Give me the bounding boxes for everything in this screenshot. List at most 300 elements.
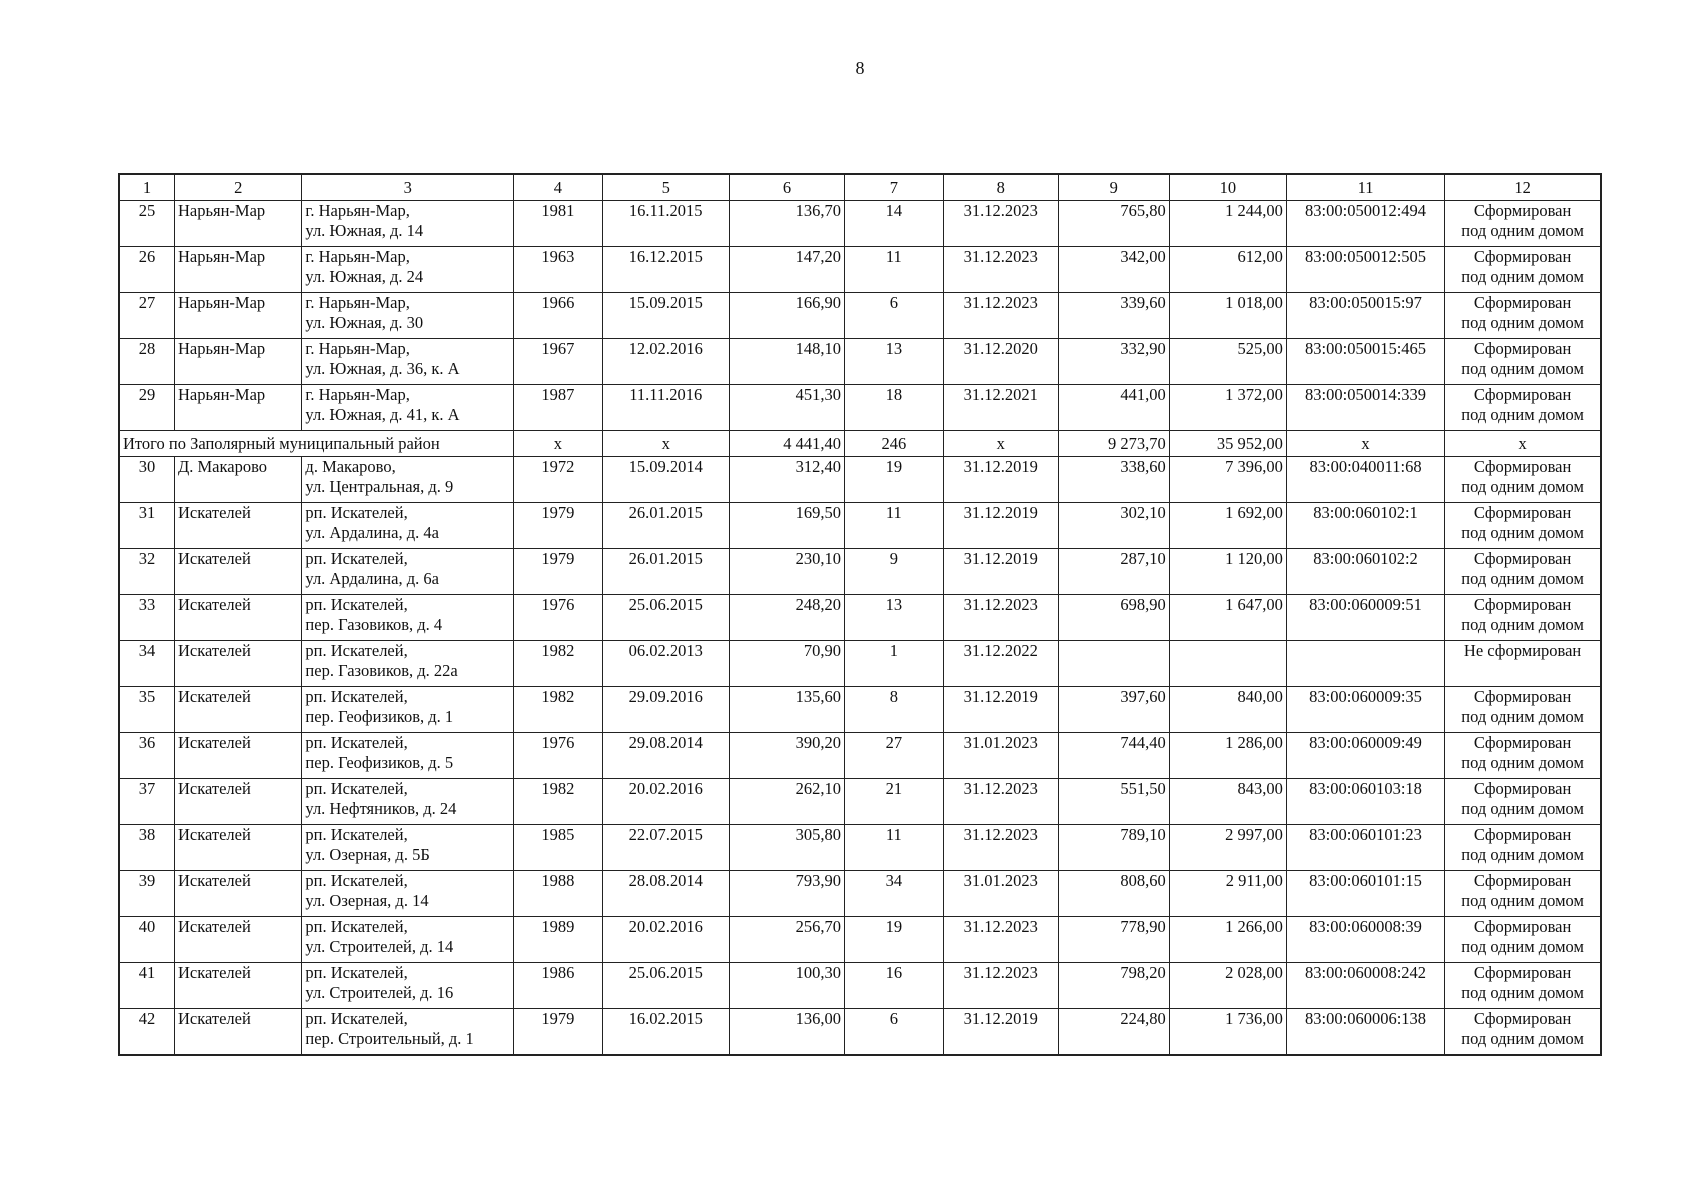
status-line-2: под одним домом [1461, 799, 1584, 818]
table-row [119, 457, 1601, 503]
settlement: Нарьян-Мар [174, 385, 301, 431]
row-number: 31 [119, 503, 174, 549]
settlement: Искателей [174, 825, 301, 871]
address [302, 595, 514, 641]
recognition-date: 06.02.2013 [602, 641, 729, 687]
address-locality: рп. Искателей, [305, 549, 408, 568]
year-built: 1982 [514, 687, 602, 733]
year-built: 1986 [514, 963, 602, 1009]
status-line-2: под одним домом [1461, 267, 1584, 286]
row-number: 39 [119, 871, 174, 917]
column-number-header: 5 [602, 174, 729, 201]
resettlement-deadline: 31.12.2023 [943, 247, 1058, 293]
living-area: 169,50 [729, 503, 844, 549]
address [302, 963, 514, 1009]
residents-count: 11 [845, 247, 944, 293]
status-line-2: под одним домом [1461, 845, 1584, 864]
column-number-header: 8 [943, 174, 1058, 201]
row-number: 37 [119, 779, 174, 825]
column-number-header: 1 [119, 174, 174, 201]
cadastral-number: 83:00:050015:465 [1286, 339, 1444, 385]
address-street: ул. Строителей, д. 16 [305, 983, 454, 1002]
table-row [119, 201, 1601, 247]
cadastral-number: 83:00:060009:49 [1286, 733, 1444, 779]
address-street: пер. Геофизиков, д. 5 [305, 753, 454, 772]
land-plot-area: 1 647,00 [1169, 595, 1286, 641]
cadastral-number: 83:00:060008:39 [1286, 917, 1444, 963]
land-plot-area: 1 692,00 [1169, 503, 1286, 549]
subtotal-area: 4 441,40 [729, 431, 844, 457]
year-built: 1988 [514, 871, 602, 917]
row-number: 26 [119, 247, 174, 293]
status-line-1: Сформирован [1473, 825, 1572, 844]
recognition-date: 16.11.2015 [602, 201, 729, 247]
column-number-header: 9 [1058, 174, 1169, 201]
address-street: ул. Ардалина, д. 4а [305, 523, 439, 542]
table-row [119, 917, 1601, 963]
living-area: 256,70 [729, 917, 844, 963]
land-plot-area: 1 120,00 [1169, 549, 1286, 595]
recognition-date: 16.12.2015 [602, 247, 729, 293]
land-plot-status [1445, 457, 1601, 503]
living-area: 100,30 [729, 963, 844, 1009]
table-row [119, 1009, 1601, 1056]
address-street: ул. Строителей, д. 14 [305, 937, 454, 956]
address-locality: г. Нарьян-Мар, [305, 385, 410, 404]
address [302, 871, 514, 917]
address-locality: рп. Искателей, [305, 1009, 408, 1028]
land-plot-area: 612,00 [1169, 247, 1286, 293]
cadastral-number: 83:00:040011:68 [1286, 457, 1444, 503]
status-line-2: под одним домом [1461, 405, 1584, 424]
settlement: Нарьян-Мар [174, 247, 301, 293]
living-area: 262,10 [729, 779, 844, 825]
settlement: Искателей [174, 1009, 301, 1056]
table-row [119, 641, 1601, 687]
address [302, 247, 514, 293]
status-line-2: под одним домом [1461, 891, 1584, 910]
subtotal-date: x [602, 431, 729, 457]
column-number-header: 10 [1169, 174, 1286, 201]
address-street: ул. Озерная, д. 5Б [305, 845, 430, 864]
recognition-date: 28.08.2014 [602, 871, 729, 917]
resettlement-deadline: 31.12.2019 [943, 1009, 1058, 1056]
residents-count: 13 [845, 595, 944, 641]
year-built: 1966 [514, 293, 602, 339]
status-line-1: Сформирован [1473, 201, 1572, 220]
settlement: Искателей [174, 549, 301, 595]
address [302, 779, 514, 825]
subtotal-cadastral: x [1286, 431, 1444, 457]
status-line-2: под одним домом [1461, 569, 1584, 588]
living-area: 135,60 [729, 687, 844, 733]
cadastral-number: 83:00:060006:138 [1286, 1009, 1444, 1056]
row-number: 40 [119, 917, 174, 963]
status-line-1: Сформирован [1473, 963, 1572, 982]
table-row [119, 825, 1601, 871]
address-locality: рп. Искателей, [305, 917, 408, 936]
resettlement-deadline: 31.12.2023 [943, 201, 1058, 247]
residents-count: 13 [845, 339, 944, 385]
address [302, 1009, 514, 1056]
row-number: 35 [119, 687, 174, 733]
residents-count: 21 [845, 779, 944, 825]
living-area: 451,30 [729, 385, 844, 431]
cadastral-number: 83:00:060101:15 [1286, 871, 1444, 917]
building-area: 778,90 [1058, 917, 1169, 963]
building-area: 397,60 [1058, 687, 1169, 733]
building-area: 287,10 [1058, 549, 1169, 595]
settlement: Нарьян-Мар [174, 201, 301, 247]
settlement: Искателей [174, 733, 301, 779]
living-area: 305,80 [729, 825, 844, 871]
recognition-date: 25.06.2015 [602, 963, 729, 1009]
building-area [1058, 641, 1169, 687]
cadastral-number: 83:00:060102:2 [1286, 549, 1444, 595]
settlement: Д. Макарово [174, 457, 301, 503]
living-area: 390,20 [729, 733, 844, 779]
year-built: 1982 [514, 641, 602, 687]
resettlement-deadline: 31.12.2020 [943, 339, 1058, 385]
table-row [119, 963, 1601, 1009]
status-line-1: Сформирован [1473, 385, 1572, 404]
address-street: пер. Газовиков, д. 4 [305, 615, 443, 634]
address-locality: г. Нарьян-Мар, [305, 339, 410, 358]
building-area: 441,00 [1058, 385, 1169, 431]
cadastral-number: 83:00:050014:339 [1286, 385, 1444, 431]
subtotal-status: x [1445, 431, 1601, 457]
cadastral-number: 83:00:060009:51 [1286, 595, 1444, 641]
address-locality: рп. Искателей, [305, 871, 408, 890]
address-locality: рп. Искателей, [305, 595, 408, 614]
land-plot-status [1445, 1009, 1601, 1056]
year-built: 1985 [514, 825, 602, 871]
year-built: 1979 [514, 549, 602, 595]
row-number: 42 [119, 1009, 174, 1056]
row-number: 29 [119, 385, 174, 431]
settlement: Нарьян-Мар [174, 293, 301, 339]
land-plot-status [1445, 595, 1601, 641]
address-street: ул. Озерная, д. 14 [305, 891, 429, 910]
year-built: 1976 [514, 733, 602, 779]
settlement: Искателей [174, 687, 301, 733]
status-line-1: Сформирован [1473, 1009, 1572, 1028]
status-line-1: Сформирован [1473, 503, 1572, 522]
address [302, 503, 514, 549]
status-line-2: под одним домом [1461, 221, 1584, 240]
building-area: 698,90 [1058, 595, 1169, 641]
subtotal-row [119, 431, 1601, 457]
building-area: 808,60 [1058, 871, 1169, 917]
address-locality: г. Нарьян-Мар, [305, 201, 410, 220]
land-plot-status [1445, 339, 1601, 385]
column-number-header: 3 [302, 174, 514, 201]
settlement: Искателей [174, 963, 301, 1009]
address [302, 549, 514, 595]
status-line-1: Сформирован [1473, 457, 1572, 476]
row-number: 28 [119, 339, 174, 385]
status-line-2: под одним домом [1461, 983, 1584, 1002]
living-area: 136,00 [729, 1009, 844, 1056]
residents-count: 34 [845, 871, 944, 917]
cadastral-number: 83:00:060102:1 [1286, 503, 1444, 549]
row-number: 27 [119, 293, 174, 339]
land-plot-status [1445, 871, 1601, 917]
land-plot-status [1445, 385, 1601, 431]
resettlement-deadline: 31.12.2019 [943, 549, 1058, 595]
table-row [119, 549, 1601, 595]
table-row [119, 339, 1601, 385]
land-plot-area: 843,00 [1169, 779, 1286, 825]
table-row [119, 503, 1601, 549]
resettlement-deadline: 31.12.2021 [943, 385, 1058, 431]
status-line-1: Сформирован [1473, 871, 1572, 890]
table-row [119, 385, 1601, 431]
living-area: 166,90 [729, 293, 844, 339]
status-line-1: Сформирован [1473, 339, 1572, 358]
living-area: 148,10 [729, 339, 844, 385]
address-locality: рп. Искателей, [305, 825, 408, 844]
column-number-header-row [119, 174, 1601, 201]
land-plot-area: 2 028,00 [1169, 963, 1286, 1009]
resettlement-deadline: 31.12.2019 [943, 687, 1058, 733]
table-row [119, 871, 1601, 917]
recognition-date: 15.09.2015 [602, 293, 729, 339]
table-row [119, 687, 1601, 733]
status-line-2: под одним домом [1461, 707, 1584, 726]
land-plot-area: 1 286,00 [1169, 733, 1286, 779]
address-locality: рп. Искателей, [305, 641, 408, 660]
building-area: 744,40 [1058, 733, 1169, 779]
residents-count: 14 [845, 201, 944, 247]
status-line-1: Не сформирован [1463, 641, 1582, 660]
year-built: 1982 [514, 779, 602, 825]
living-area: 230,10 [729, 549, 844, 595]
living-area: 248,20 [729, 595, 844, 641]
settlement: Искателей [174, 503, 301, 549]
settlement: Искателей [174, 917, 301, 963]
land-plot-area: 2 911,00 [1169, 871, 1286, 917]
table-row [119, 779, 1601, 825]
land-plot-area: 840,00 [1169, 687, 1286, 733]
building-area: 551,50 [1058, 779, 1169, 825]
status-line-2: под одним домом [1461, 523, 1584, 542]
address [302, 385, 514, 431]
status-line-1: Сформирован [1473, 779, 1572, 798]
resettlement-deadline: 31.01.2023 [943, 733, 1058, 779]
column-number-header: 7 [845, 174, 944, 201]
living-area: 312,40 [729, 457, 844, 503]
status-line-1: Сформирован [1473, 595, 1572, 614]
address-street: ул. Южная, д. 30 [305, 313, 424, 332]
column-number-header: 11 [1286, 174, 1444, 201]
address [302, 457, 514, 503]
address [302, 733, 514, 779]
status-line-1: Сформирован [1473, 293, 1572, 312]
recognition-date: 20.02.2016 [602, 917, 729, 963]
settlement: Искателей [174, 595, 301, 641]
address [302, 687, 514, 733]
resettlement-deadline: 31.12.2019 [943, 503, 1058, 549]
land-plot-status [1445, 963, 1601, 1009]
status-line-1: Сформирован [1473, 549, 1572, 568]
residents-count: 16 [845, 963, 944, 1009]
recognition-date: 11.11.2016 [602, 385, 729, 431]
land-plot-status [1445, 641, 1601, 687]
address [302, 201, 514, 247]
column-number-header: 4 [514, 174, 602, 201]
address [302, 917, 514, 963]
land-plot-status [1445, 503, 1601, 549]
residents-count: 11 [845, 825, 944, 871]
recognition-date: 25.06.2015 [602, 595, 729, 641]
recognition-date: 15.09.2014 [602, 457, 729, 503]
resettlement-deadline: 31.12.2023 [943, 963, 1058, 1009]
land-plot-status [1445, 825, 1601, 871]
address-street: ул. Южная, д. 14 [305, 221, 424, 240]
address-street: ул. Центральная, д. 9 [305, 477, 454, 496]
residents-count: 6 [845, 1009, 944, 1056]
address [302, 293, 514, 339]
subtotal-year: x [514, 431, 602, 457]
status-line-2: под одним домом [1461, 937, 1584, 956]
status-line-1: Сформирован [1473, 917, 1572, 936]
year-built: 1979 [514, 1009, 602, 1056]
address-locality: г. Нарьян-Мар, [305, 293, 410, 312]
cadastral-number: 83:00:050012:494 [1286, 201, 1444, 247]
cadastral-number: 83:00:050012:505 [1286, 247, 1444, 293]
address-street: ул. Южная, д. 24 [305, 267, 424, 286]
building-area: 342,00 [1058, 247, 1169, 293]
address-locality: д. Макарово, [305, 457, 396, 476]
address-locality: рп. Искателей, [305, 733, 408, 752]
address-street: ул. Южная, д. 36, к. А [305, 359, 460, 378]
residents-count: 19 [845, 457, 944, 503]
address-locality: рп. Искателей, [305, 503, 408, 522]
status-line-2: под одним домом [1461, 753, 1584, 772]
year-built: 1967 [514, 339, 602, 385]
resettlement-deadline: 31.12.2023 [943, 779, 1058, 825]
subtotal-land-area: 35 952,00 [1169, 431, 1286, 457]
column-number-header: 12 [1445, 174, 1601, 201]
table-row [119, 595, 1601, 641]
land-plot-area: 1 372,00 [1169, 385, 1286, 431]
column-number-header: 6 [729, 174, 844, 201]
year-built: 1979 [514, 503, 602, 549]
row-number: 38 [119, 825, 174, 871]
settlement: Искателей [174, 641, 301, 687]
address [302, 339, 514, 385]
recognition-date: 16.02.2015 [602, 1009, 729, 1056]
table-row [119, 733, 1601, 779]
land-plot-status [1445, 733, 1601, 779]
land-plot-status [1445, 687, 1601, 733]
residents-count: 1 [845, 641, 944, 687]
recognition-date: 29.08.2014 [602, 733, 729, 779]
living-area: 70,90 [729, 641, 844, 687]
land-plot-area: 1 018,00 [1169, 293, 1286, 339]
status-line-1: Сформирован [1473, 247, 1572, 266]
building-area: 798,20 [1058, 963, 1169, 1009]
building-area: 765,80 [1058, 201, 1169, 247]
settlement: Искателей [174, 871, 301, 917]
status-line-2: под одним домом [1461, 477, 1584, 496]
resettlement-deadline: 31.12.2023 [943, 293, 1058, 339]
land-plot-area: 525,00 [1169, 339, 1286, 385]
row-number: 41 [119, 963, 174, 1009]
land-plot-area: 1 266,00 [1169, 917, 1286, 963]
cadastral-number: 83:00:060008:242 [1286, 963, 1444, 1009]
cadastral-number [1286, 641, 1444, 687]
address-locality: рп. Искателей, [305, 779, 408, 798]
cadastral-number: 83:00:050015:97 [1286, 293, 1444, 339]
residents-count: 18 [845, 385, 944, 431]
subtotal-label: Итого по Заполярный муниципальный район [119, 431, 514, 457]
resettlement-deadline: 31.12.2023 [943, 825, 1058, 871]
table-row [119, 293, 1601, 339]
row-number: 36 [119, 733, 174, 779]
year-built: 1972 [514, 457, 602, 503]
building-area: 789,10 [1058, 825, 1169, 871]
recognition-date: 12.02.2016 [602, 339, 729, 385]
resettlement-deadline: 31.12.2023 [943, 917, 1058, 963]
living-area: 136,70 [729, 201, 844, 247]
residents-count: 27 [845, 733, 944, 779]
status-line-2: под одним домом [1461, 313, 1584, 332]
status-line-1: Сформирован [1473, 687, 1572, 706]
land-plot-area: 1 736,00 [1169, 1009, 1286, 1056]
recognition-date: 26.01.2015 [602, 549, 729, 595]
address-street: пер. Газовиков, д. 22а [305, 661, 458, 680]
recognition-date: 29.09.2016 [602, 687, 729, 733]
land-plot-status [1445, 779, 1601, 825]
land-plot-status [1445, 201, 1601, 247]
address-locality: рп. Искателей, [305, 687, 408, 706]
status-line-2: под одним домом [1461, 1029, 1584, 1048]
resettlement-deadline: 31.12.2022 [943, 641, 1058, 687]
recognition-date: 22.07.2015 [602, 825, 729, 871]
row-number: 34 [119, 641, 174, 687]
settlement: Нарьян-Мар [174, 339, 301, 385]
column-number-header: 2 [174, 174, 301, 201]
address-street: ул. Южная, д. 41, к. А [305, 405, 460, 424]
table-row [119, 247, 1601, 293]
resettlement-deadline: 31.12.2023 [943, 595, 1058, 641]
row-number: 33 [119, 595, 174, 641]
land-plot-status [1445, 247, 1601, 293]
cadastral-number: 83:00:060101:23 [1286, 825, 1444, 871]
residents-count: 19 [845, 917, 944, 963]
building-area: 302,10 [1058, 503, 1169, 549]
land-plot-status [1445, 917, 1601, 963]
status-line-2: под одним домом [1461, 615, 1584, 634]
residents-count: 9 [845, 549, 944, 595]
year-built: 1987 [514, 385, 602, 431]
address-locality: рп. Искателей, [305, 963, 408, 982]
recognition-date: 26.01.2015 [602, 503, 729, 549]
resettlement-deadline: 31.12.2019 [943, 457, 1058, 503]
cadastral-number: 83:00:060103:18 [1286, 779, 1444, 825]
year-built: 1963 [514, 247, 602, 293]
recognition-date: 20.02.2016 [602, 779, 729, 825]
land-plot-area: 2 997,00 [1169, 825, 1286, 871]
residents-count: 8 [845, 687, 944, 733]
address [302, 825, 514, 871]
residents-count: 6 [845, 293, 944, 339]
living-area: 147,20 [729, 247, 844, 293]
building-area: 332,90 [1058, 339, 1169, 385]
year-built: 1989 [514, 917, 602, 963]
